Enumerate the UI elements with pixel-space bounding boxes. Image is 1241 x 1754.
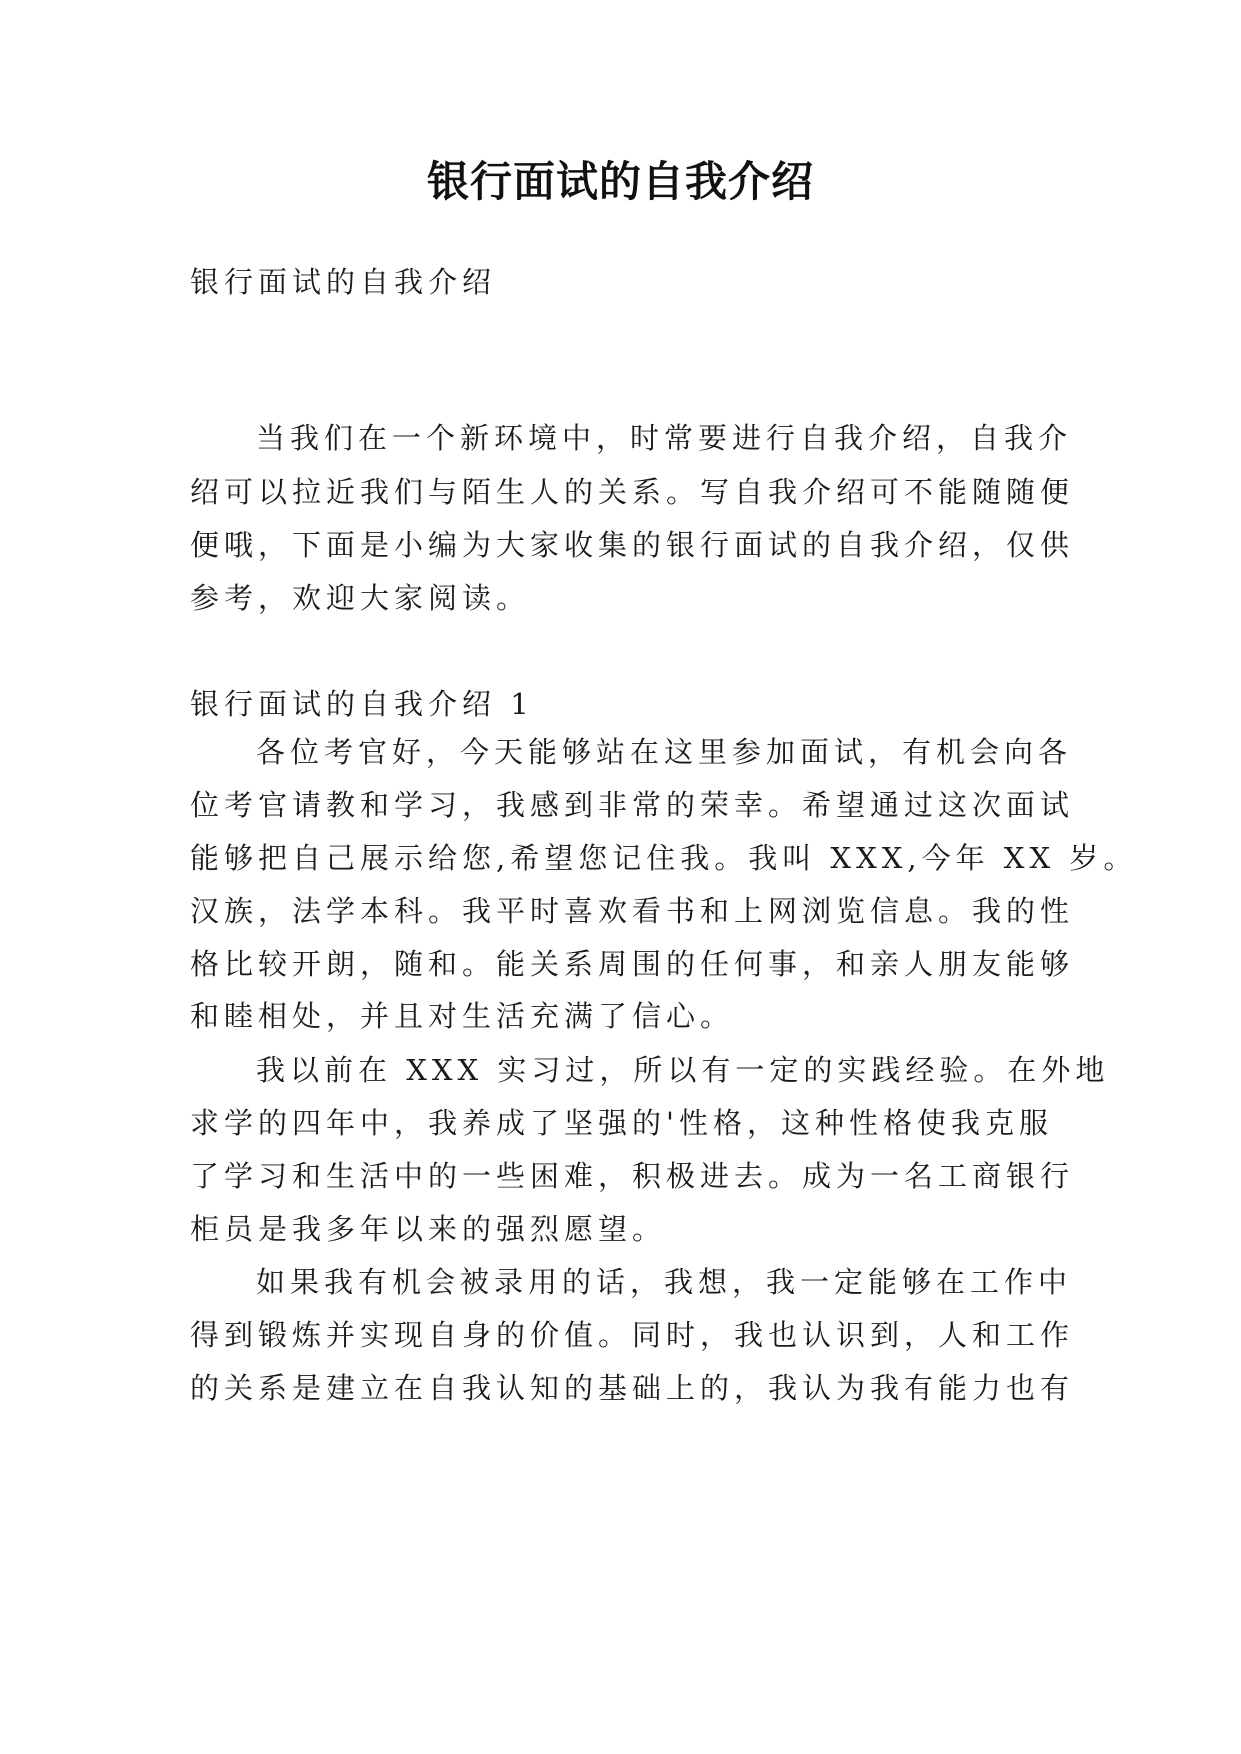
paragraph-1-line-2: 位考官请教和学习，我感到非常的荣幸。希望通过这次面试 bbox=[190, 788, 1075, 822]
paragraph-3-line-1: 如果我有机会被录用的话，我想，我一定能够在工作中 bbox=[256, 1265, 1073, 1299]
paragraph-2-line-3: 了学习和生活中的一些困难，积极进去。成为一名工商银行 bbox=[190, 1159, 1075, 1193]
intro-line-2: 绍可以拉近我们与陌生人的关系。写自我介绍可不能随随便 bbox=[190, 475, 1075, 509]
paragraph-2-line-4: 柜员是我多年以来的强烈愿望。 bbox=[190, 1212, 667, 1246]
paragraph-1-line-1: 各位考官好，今天能够站在这里参加面试，有机会向各 bbox=[256, 735, 1073, 769]
intro-line-3: 便哦，下面是小编为大家收集的银行面试的自我介绍，仅供 bbox=[190, 528, 1075, 562]
paragraph-1-line-6: 和睦相处，并且对生活充满了信心。 bbox=[190, 999, 735, 1033]
intro-line-4: 参考，欢迎大家阅读。 bbox=[190, 581, 531, 615]
paragraph-2-line-2: 求学的四年中，我养成了坚强的'性格，这种性格使我克服 bbox=[190, 1106, 1053, 1140]
paragraph-1-line-4: 汉族，法学本科。我平时喜欢看书和上网浏览信息。我的性 bbox=[190, 894, 1075, 928]
section-heading: 银行面试的自我介绍 1 bbox=[190, 687, 534, 721]
paragraph-3-line-3: 的关系是建立在自我认知的基础上的，我认为我有能力也有 bbox=[190, 1371, 1075, 1405]
document-subtitle: 银行面试的自我介绍 bbox=[190, 265, 497, 299]
paragraph-2-line-1: 我以前在 XXX 实习过，所以有一定的实践经验。在外地 bbox=[256, 1053, 1110, 1087]
paragraph-1-line-5: 格比较开朗，随和。能关系周围的任何事，和亲人朋友能够 bbox=[190, 947, 1075, 981]
document-title: 银行面试的自我介绍 bbox=[426, 157, 814, 206]
intro-line-1: 当我们在一个新环境中，时常要进行自我介绍，自我介 bbox=[256, 421, 1073, 455]
paragraph-1-line-3: 能够把自己展示给您,希望您记住我。我叫 XXX,今年 XX 岁。 bbox=[190, 841, 1138, 875]
paragraph-3-line-2: 得到锻炼并实现自身的价值。同时，我也认识到，人和工作 bbox=[190, 1318, 1075, 1352]
